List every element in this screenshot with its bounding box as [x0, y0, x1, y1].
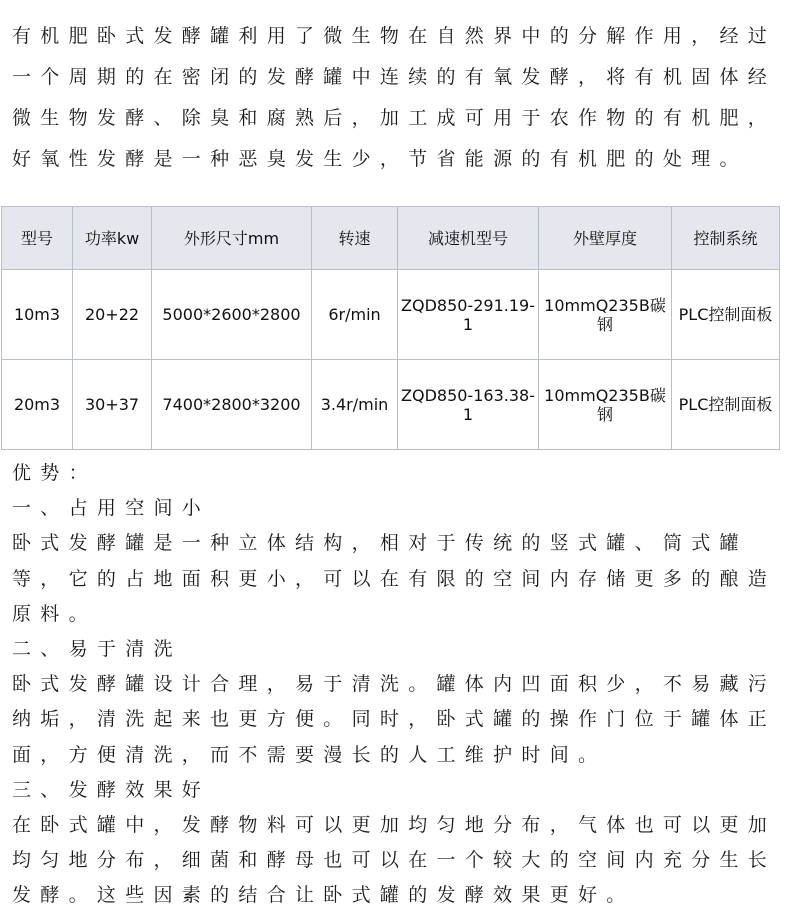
advantages-section [12, 456, 782, 914]
advantage-title: 三、发酵效果好 [12, 778, 211, 801]
header-control-system: 控制系统 [672, 207, 780, 270]
advantages-heading: 优势： [12, 462, 97, 484]
intro-paragraph: 有机肥卧式发酵罐利用了微生物在自然界中的分解作用，经过一个周期的在密闭的发酵罐中连续的有氧发酵，将有机固体经微生物发酵、除臭和腐熟后，加工成可用于农作物的有机肥，好氧性发酵是一种恶臭发生少，节省能源的有机肥的处理。 [12, 25, 777, 170]
table-row [2, 270, 780, 360]
cell-control-system: PLC控制面板 [672, 360, 780, 450]
cell-wall-thickness: 10mmQ235B碳钢 [539, 360, 672, 450]
cell-dimensions: 5000*2600*2800 [152, 270, 312, 360]
spec-table [1, 206, 780, 450]
header-power: 功率kw [73, 207, 152, 270]
cell-wall-thickness: 10mmQ235B碳钢 [539, 270, 672, 360]
table-row [2, 360, 780, 450]
header-model: 型号 [2, 207, 73, 270]
cell-model: 20m3 [2, 360, 73, 450]
header-speed: 转速 [312, 207, 398, 270]
cell-speed: 6r/min [312, 270, 398, 360]
cell-power: 20+22 [73, 270, 152, 360]
advantage-text: 卧式发酵罐设计合理，易于清洗。罐体内凹面积少，不易藏污纳垢，清洗起来也更方便。同时，卧式罐的操作门位于罐体正面，方便清洗，而不需要漫长的人工维护时间。 [12, 673, 777, 766]
table-header-row [2, 207, 780, 270]
cell-reducer-model: ZQD850-291.19-1 [398, 270, 539, 360]
cell-reducer-model: ZQD850-163.38-1 [398, 360, 539, 450]
advantage-text: 在卧式罐中，发酵物料可以更加均匀地分布，气体也可以更加均匀地分布，细菌和酵母也可以在一个较大的空间内充分生长发酵。这些因素的结合让卧式罐的发酵效果更好。 [12, 814, 777, 907]
header-reducer-model: 减速机型号 [398, 207, 539, 270]
advantage-title: 一、占用空间小 [12, 497, 211, 520]
header-wall-thickness: 外壁厚度 [539, 207, 672, 270]
cell-model: 10m3 [2, 270, 73, 360]
cell-dimensions: 7400*2800*3200 [152, 360, 312, 450]
cell-control-system: PLC控制面板 [672, 270, 780, 360]
advantage-title: 二、易于清洗 [12, 638, 182, 661]
advantage-text: 卧式发酵罐是一种立体结构，相对于传统的竖式罐、筒式罐等，它的占地面积更小，可以在有限的空间内存储更多的酿造原料。 [12, 532, 777, 625]
cell-speed: 3.4r/min [312, 360, 398, 450]
cell-power: 30+37 [73, 360, 152, 450]
header-dimensions: 外形尺寸mm [152, 207, 312, 270]
